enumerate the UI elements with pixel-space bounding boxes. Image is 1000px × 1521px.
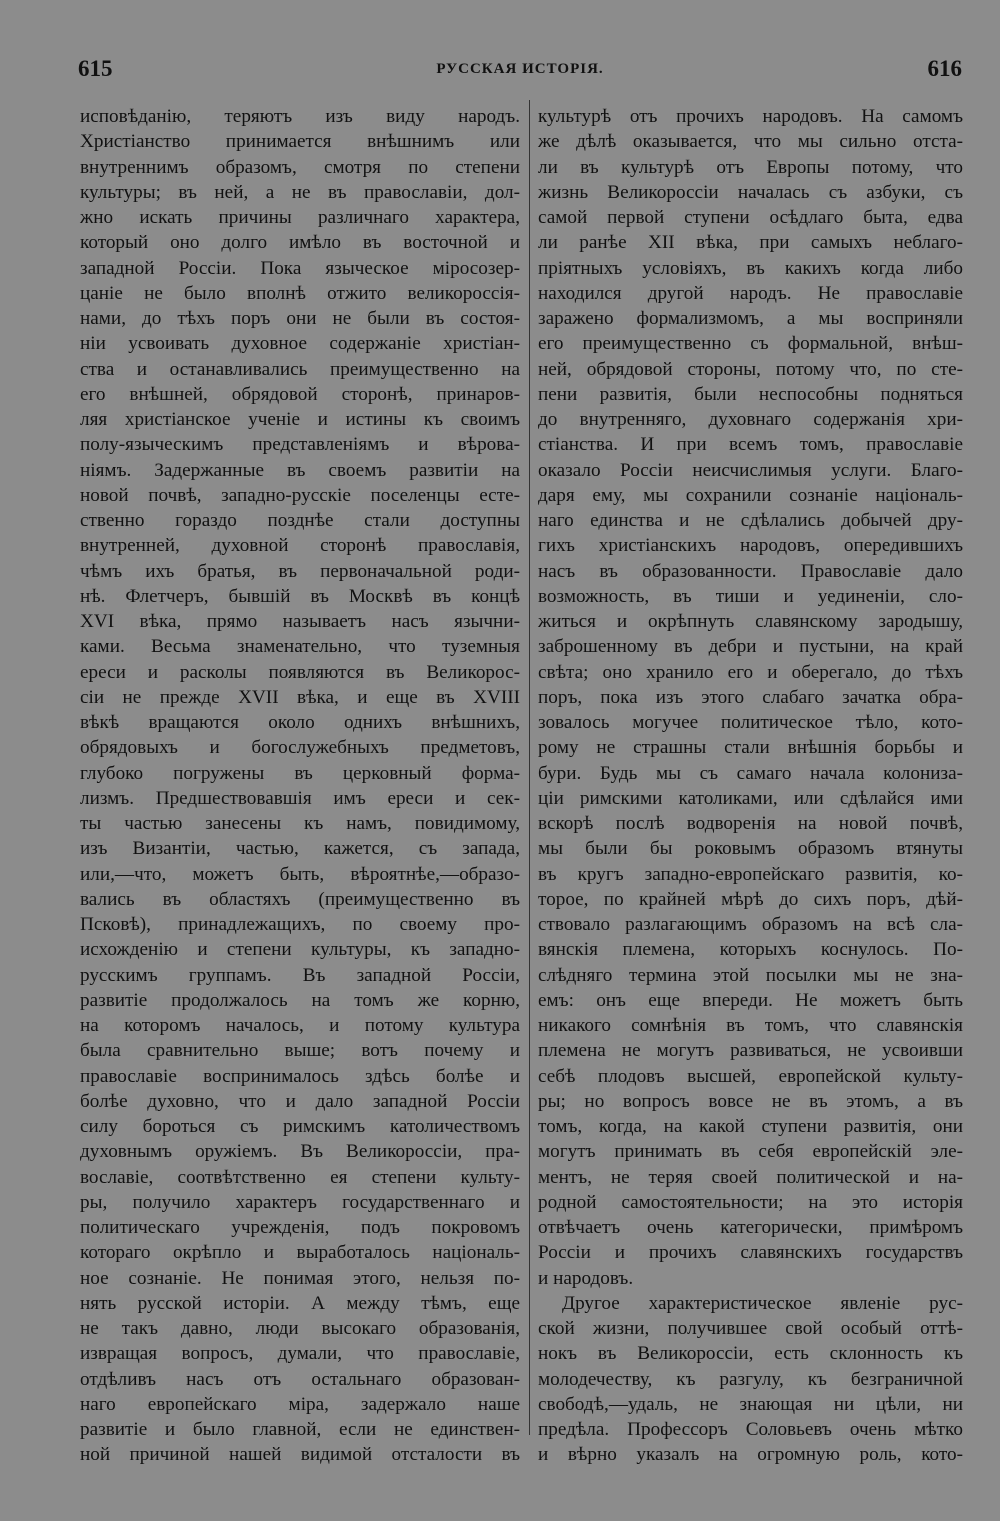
text-line: ствовало разлагающимъ образомъ на всѣ сла- [538,914,963,935]
text-line: родной самостоятельности; на это исторія [538,1191,963,1213]
text-line: свѣта; оно хранило его и оберегало, до тѣхъ [538,661,963,683]
text-line: наго европейскаго міра, задержало наше [80,1393,520,1415]
text-line: котораго окрѣпло и выработалось національ- [80,1242,520,1264]
text-line: могутъ принимать въ себя европейскій эле- [538,1141,963,1163]
text-line: ли ранѣе XII вѣка, при самыхъ неблаго- [538,232,963,254]
text-line: болѣе духовно, что и дало западной Россіи [80,1090,520,1112]
text-line: насъ въ образованности. Православіе дало [538,560,963,582]
text-line: Христіанство принимается внѣшнимъ или [80,131,520,153]
text-line: сіи не прежде XVII вѣка, и еще въ XVIII [80,686,520,708]
text-line: нять русской исторіи. А между тѣмъ, еще [80,1292,520,1314]
text-line: вались въ областяхъ (преимущественно въ [80,888,520,910]
text-line: ты частью занесены къ намъ, повидимому, [80,813,520,834]
text-line: торое, по крайней мѣрѣ до сихъ поръ, дѣй- [538,888,963,910]
text-line: ереси и расколы появляются въ Великорос- [80,661,520,683]
text-line: отдѣливъ насъ отъ остальнаго образован- [80,1368,520,1390]
text-line: оказало Россіи неисчислимыя услуги. Благо- [538,459,963,481]
text-line: ціи римскими католиками, или сдѣлайся ими [538,787,963,809]
text-line: себѣ плодовъ высшей, европейской культу- [538,1065,963,1087]
text-line: зовалось могучее политическое тѣло, кото- [538,712,963,733]
text-line: Другое характеристическое явленіе рус- [562,1292,963,1314]
text-line: ры, получило характеръ государственнаго и [80,1191,520,1213]
page-number-left: 615 [78,56,113,81]
text-line: ками. Весьма знаменательно, что туземныя [80,636,520,658]
text-line: ры; но вопросъ вовсе не въ этомъ, а въ [538,1090,963,1112]
text-line: никакого сомнѣнія въ томъ, что славянскія [538,1015,963,1036]
text-line: полу-языческимъ представленіямъ и вѣрова- [80,434,520,456]
text-line: ства и останавливались преимущественно на [80,358,520,380]
text-line: нѣ. Флетчеръ, бывшій въ Москвѣ въ концѣ [80,585,520,607]
text-line: возможность, въ тиши и уединеніи, сло- [538,585,963,607]
text-line: Псковѣ), принадлежащихъ, по своему про- [80,914,520,935]
text-line: культурѣ отъ прочихъ народовъ. На самомъ [538,106,963,127]
text-line: на которомъ началось, и потому культура [80,1015,520,1036]
text-line: ляя христіанское ученіе и истины къ своимъ [80,409,520,430]
text-line: вянскія племена, которыхъ коснулось. По- [538,939,963,961]
text-line: его преимущественно съ формальной, внѣш- [538,333,963,355]
running-title: РУССКАЯ ИСТОРІЯ. [436,61,604,77]
text-line: въ кругъ западно-европейскаго развитія, ко- [538,863,963,885]
text-line: жизнь Великороссіи началась съ азбуки, съ [538,181,963,203]
text-line: его внѣшней, обрядовой сторонѣ, принаров- [80,383,520,405]
text-line: нами, до тѣхъ поръ они не были въ состоя- [80,308,520,329]
text-line: молодечеству, къ разгулу, къ безграничной [538,1368,963,1390]
text-line: поръ, пока изъ этого слабаго зачатка обра- [538,686,963,708]
text-line: жно искать причины различнаго характера, [80,207,520,228]
left-column [80,104,520,1468]
text-line: обрядовыхъ и богослужебныхъ предметовъ, [80,737,520,759]
text-line: исхожденію и степени культуры, къ западно- [80,939,520,961]
text-line: или,—что, можетъ быть, вѣроятнѣе,—образо- [80,863,520,885]
text-line: новой почвѣ, западно-русскіе поселенцы есте- [80,484,520,506]
text-line: развитіе продолжалось на томъ же корню, [80,989,520,1011]
text-line: бури. Будь мы съ самаго начала колониза- [538,762,963,784]
text-line: ли въ культурѣ отъ Европы потому, что [538,156,963,178]
text-line: емъ: онъ еще впереди. Не можетъ быть [538,989,963,1011]
text-line: цаніе не было вполнѣ отжито великороссія- [80,282,520,304]
text-line: самой первой ступени осѣдлаго быта, едва [538,207,963,228]
text-line: Россіи и прочихъ славянскихъ государствъ [538,1242,963,1264]
text-line: ніямъ. Задержанные въ своемъ развитіи на [80,459,520,481]
text-line: наго единства и не сдѣлались добычей дру- [538,510,963,531]
text-line: ской жизни, получившее свой особый оттѣ- [538,1318,963,1339]
text-line: же дѣлѣ оказывается, что мы сильно отста- [538,131,963,153]
text-line: ментъ, не теряя своей политической и на- [538,1166,963,1188]
text-line: отвѣчаетъ очень категорически, примѣромъ [538,1217,963,1238]
text-line: XVI вѣка, прямо называетъ насъ язычни- [80,611,520,632]
text-line: и народовъ. [538,1267,634,1289]
text-line: чѣмъ ихъ братья, въ первоначальной роди- [80,560,520,582]
right-column [538,104,963,1468]
text-line: пени развитія, были неспособны подняться [538,383,963,405]
text-line: пріятныхъ условіяхъ, въ какихъ когда либо [538,257,963,279]
text-line: политическаго учрежденія, подъ покровомъ [80,1217,520,1238]
text-line: вѣкѣ вращаются около однихъ внѣшнихъ, [80,712,520,733]
text-line: лизмъ. Предшествовавшія имъ ереси и сек- [80,787,520,809]
column-divider [529,100,530,1435]
text-line: русскимъ группамъ. Въ западной Россіи, [80,964,520,986]
text-line: до внутренняго, духовнаго содержанія хри- [538,409,963,430]
text-line: вославіе, соотвѣтственно ея степени культу- [80,1166,520,1188]
text-line: заброшенному въ дебри и пустыни, на край [538,636,963,658]
text-line: и вѣрно указалъ на огромную роль, кото- [538,1444,963,1466]
text-line: ственно гораздо позднѣе стали доступны [80,510,520,531]
text-line: развитіе и было главной, если не единствен- [80,1419,520,1440]
text-line: изъ Византіи, частью, кажется, съ запада, [80,838,520,860]
text-line: извращая вопросъ, думали, что православіе, [80,1343,520,1365]
text-line: ной причиной нашей видимой отсталости въ [80,1444,520,1466]
page-header [78,56,962,86]
text-line: духовнымъ оружіемъ. Въ Великороссіи, пра- [80,1141,520,1163]
text-line: ней, обрядовой стороны, потому что, по сте- [538,358,963,380]
text-line: даря ему, мы сохранили сознаніе національ- [538,484,963,506]
text-line: западной Россіи. Пока языческое міросозер- [80,257,520,279]
text-line: находился другой народъ. Не православіе [538,282,963,304]
text-line: глубоко погружены въ церковный форма- [80,762,520,784]
text-line: культуры; въ ней, а не въ православіи, дол- [80,181,520,203]
text-line: гихъ христіанскихъ народовъ, опередившихъ [538,535,963,557]
text-line: вскорѣ послѣ водворенія на новой почвѣ, [538,813,963,834]
text-line: стіанства. И при всемъ томъ, православіе [538,434,963,456]
text-line: заражено формализмомъ, а мы восприняли [538,308,963,329]
page-number-right: 616 [927,56,962,81]
text-line: житься и окрѣпнуть славянскому зародышу, [538,611,963,632]
text-line: племена не могутъ развиваться, не усвоивши [538,1040,963,1062]
text-line: рому не страшны стали внѣшнія борьбы и [538,737,963,759]
text-line: свободѣ,—удаль, не знающая ни цѣли, ни [538,1393,963,1415]
text-line: православіе воспринималось здѣсь болѣе и [80,1065,520,1087]
text-line: слѣдняго термина этой посылки мы не зна- [538,964,963,986]
text-line: внутреннимъ образомъ, смотря по степени [80,156,520,178]
text-line: не такъ давно, люди высокаго образованія, [80,1318,520,1339]
text-line: исповѣданію, теряютъ изъ виду народъ. [80,106,520,127]
text-line: ное сознаніе. Не понимая этого, нельзя по- [80,1267,520,1289]
text-line: внутренней, духовной сторонѣ православія, [80,535,520,557]
text-line: мы были бы роковымъ образомъ втянуты [538,838,963,860]
text-line: нокъ въ Великороссіи, есть склонность къ [538,1343,963,1365]
text-line: силу бороться съ римскимъ католичествомъ [80,1116,520,1137]
text-line: предѣла. Профессоръ Соловьевъ очень мѣтко [538,1419,963,1440]
text-line: была сравнительно выше; вотъ почему и [80,1040,520,1062]
text-line: томъ, когда, на какой ступени развитія, они [538,1116,963,1137]
text-line: ніи усвоивать духовное содержаніе христіан- [80,333,520,355]
text-line: который оно долго имѣло въ восточной и [80,232,520,254]
